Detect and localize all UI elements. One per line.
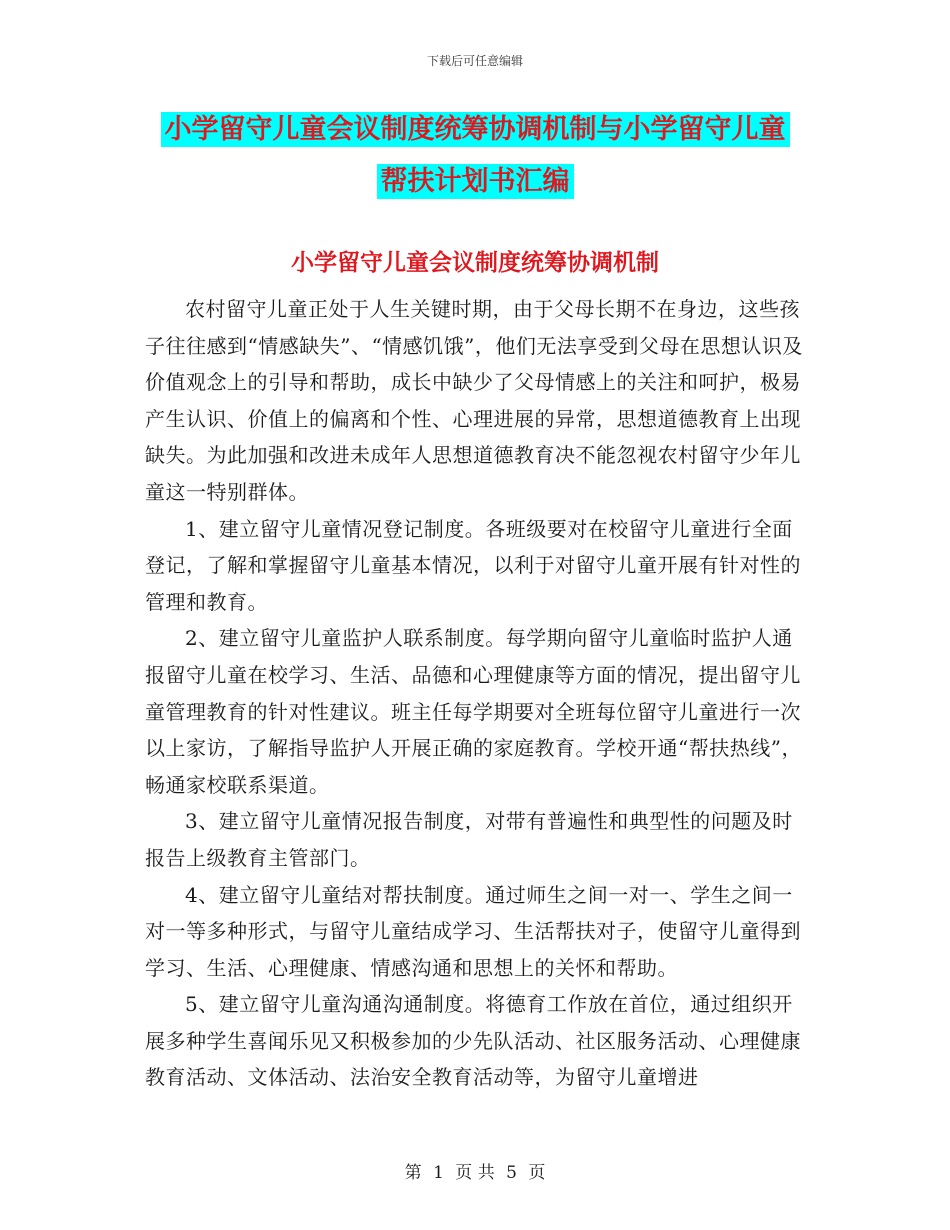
footer-middle: 页 共 xyxy=(455,1163,495,1183)
document-title xyxy=(140,104,810,208)
page-header-note: 下载后可任意编辑 xyxy=(426,54,523,68)
footer-suffix: 页 xyxy=(528,1163,546,1183)
paragraph-item-2: 2、建立留守儿童监护人联系制度。每学期向留守儿童临时监护人通报留守儿童在校学习、生活、品德和心理健康等方面的情况，提出留守儿童管理教育的针对性建议。班主任每学期要对全班每位留守儿童进行一次以上家访，了解指导监护人开展正确的家庭教育。学校开通“帮扶热线”，畅通家校联系渠道。 xyxy=(145,626,802,797)
body-text xyxy=(145,291,811,1096)
paragraph-item-4: 4、建立留守儿童结对帮扶制度。通过师生之间一对一、学生之间一对一等多种形式，与留守儿童结成学习、生活帮扶对子，使留守儿童得到学习、生活、心理健康、情感沟通和思想上的关怀和帮助。 xyxy=(145,882,801,980)
footer-page-number: 1 xyxy=(433,1163,444,1183)
document-title-line-1: 小学留守儿童会议制度统筹协调机制与小学留守儿童 xyxy=(161,112,790,147)
section-title: 小学留守儿童会议制度统筹协调机制 xyxy=(291,250,659,276)
paragraph-item-5: 5、建立留守儿童沟通沟通制度。将德育工作放在首位，通过组织开展多种学生喜闻乐见又积极参加的少先队活动、社区服务活动、心理健康教育活动、文体活动、法治安全教育活动等，为留守儿童增进 xyxy=(145,992,801,1090)
footer-total-pages: 5 xyxy=(506,1163,517,1183)
footer-prefix: 第 xyxy=(404,1163,422,1183)
paragraph-item-3: 3、建立留守儿童情况报告制度，对带有普遍性和典型性的问题及时报告上级教育主管部门。 xyxy=(145,809,793,870)
document-title-line-2: 帮扶计划书汇编 xyxy=(377,164,574,199)
page-footer xyxy=(0,1158,950,1183)
paragraph-intro: 农村留守儿童正处于人生关键时期，由于父母长期不在身边，这些孩子往往感到“情感缺失”、“情感饥饿”，他们无法享受到父母在思想认识及价值观念上的引导和帮助，成长中缺少了父母情感上的关注和呵护，极易产生认识、价值上的偏离和个性、心理进展的异常，思想道德教育上出现缺失。为此加强和改进未成年人思想道德教育决不能忽视农村留守少年儿童这一特别群体。 xyxy=(145,297,803,504)
paragraph-item-1: 1、建立留守儿童情况登记制度。各班级要对在校留守儿童进行全面登记，了解和掌握留守儿童基本情况，以利于对留守儿童开展有针对性的管理和教育。 xyxy=(145,516,801,614)
